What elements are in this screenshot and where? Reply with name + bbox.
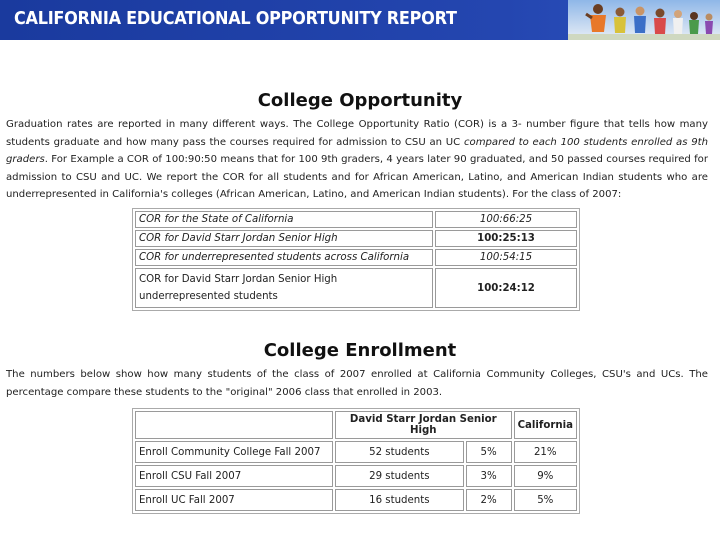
enrollment-table (132, 408, 580, 514)
college-opportunity-heading: College Opportunity (257, 90, 463, 111)
enroll-state-pct: 5% (514, 489, 577, 511)
header-blank (135, 411, 333, 439)
enroll-students: 52 students (335, 441, 464, 463)
cor-label: COR for David Starr Jordan Senior High underrepresented students (135, 268, 433, 308)
report-title: CALIFORNIA EDUCATIONAL OPPORTUNITY REPORT (14, 9, 457, 29)
table-row (135, 268, 577, 308)
cor-label: COR for underrepresented students across California (135, 249, 433, 266)
enroll-pct: 3% (466, 465, 512, 487)
college-opportunity-paragraph (6, 116, 708, 204)
table-row (135, 465, 577, 487)
cor-value: 100:25:13 (435, 230, 577, 247)
enroll-state-pct: 9% (514, 465, 577, 487)
table-header-row (135, 411, 577, 439)
table-row (135, 249, 577, 266)
table-row (135, 489, 577, 511)
enroll-state-pct: 21% (514, 441, 577, 463)
cor-table (132, 208, 580, 311)
enroll-pct: 5% (466, 441, 512, 463)
cor-value: 100:54:15 (435, 249, 577, 266)
cor-paragraph-part2: . For Example a COR of 100:90:50 means that for 100 9th graders, 4 years later 90 graduated, and 50 passed courses required for admission to CSU and UC. We report the COR for all students and for African American, Latino, and American Indian students who are underrepresented in California's colleges (African American, Latino, and American Indian students). For the class of 2007: (6, 154, 708, 200)
enroll-pct: 2% (466, 489, 512, 511)
table-row (135, 230, 577, 247)
header-school: David Starr Jordan Senior High (335, 411, 512, 439)
header-state: California (514, 411, 577, 439)
college-enrollment-paragraph: The numbers below show how many students of the class of 2007 enrolled at California Community Colleges, CSU's and UCs. The percentage compare these students to the "original" 2006 class that enrolled in 2003. (6, 369, 708, 398)
cor-paragraph-emphasis: compared to each 100 students enrolled as 9th graders (6, 136, 709, 165)
cor-label: COR for David Starr Jordan Senior High (135, 230, 433, 247)
enroll-label: Enroll UC Fall 2007 (135, 489, 333, 511)
cor-label: COR for the State of California (135, 211, 433, 228)
cor-value: 100:24:12 (435, 268, 577, 308)
enroll-label: Enroll Community College Fall 2007 (135, 441, 333, 463)
enroll-students: 16 students (335, 489, 464, 511)
table-row (135, 441, 577, 463)
enroll-label: Enroll CSU Fall 2007 (135, 465, 333, 487)
enroll-students: 29 students (335, 465, 464, 487)
students-photo (568, 0, 720, 40)
table-row (135, 211, 577, 228)
cor-paragraph-part1: Graduation rates are reported in many different ways. The College Opportunity Ratio (COR) is a 3- number figure that tells how many students graduate and how many pass the courses required for admission to CSU an UC (6, 119, 708, 148)
college-enrollment-heading: College Enrollment (263, 340, 457, 361)
cor-value: 100:66:25 (435, 211, 577, 228)
report-banner (0, 0, 720, 40)
